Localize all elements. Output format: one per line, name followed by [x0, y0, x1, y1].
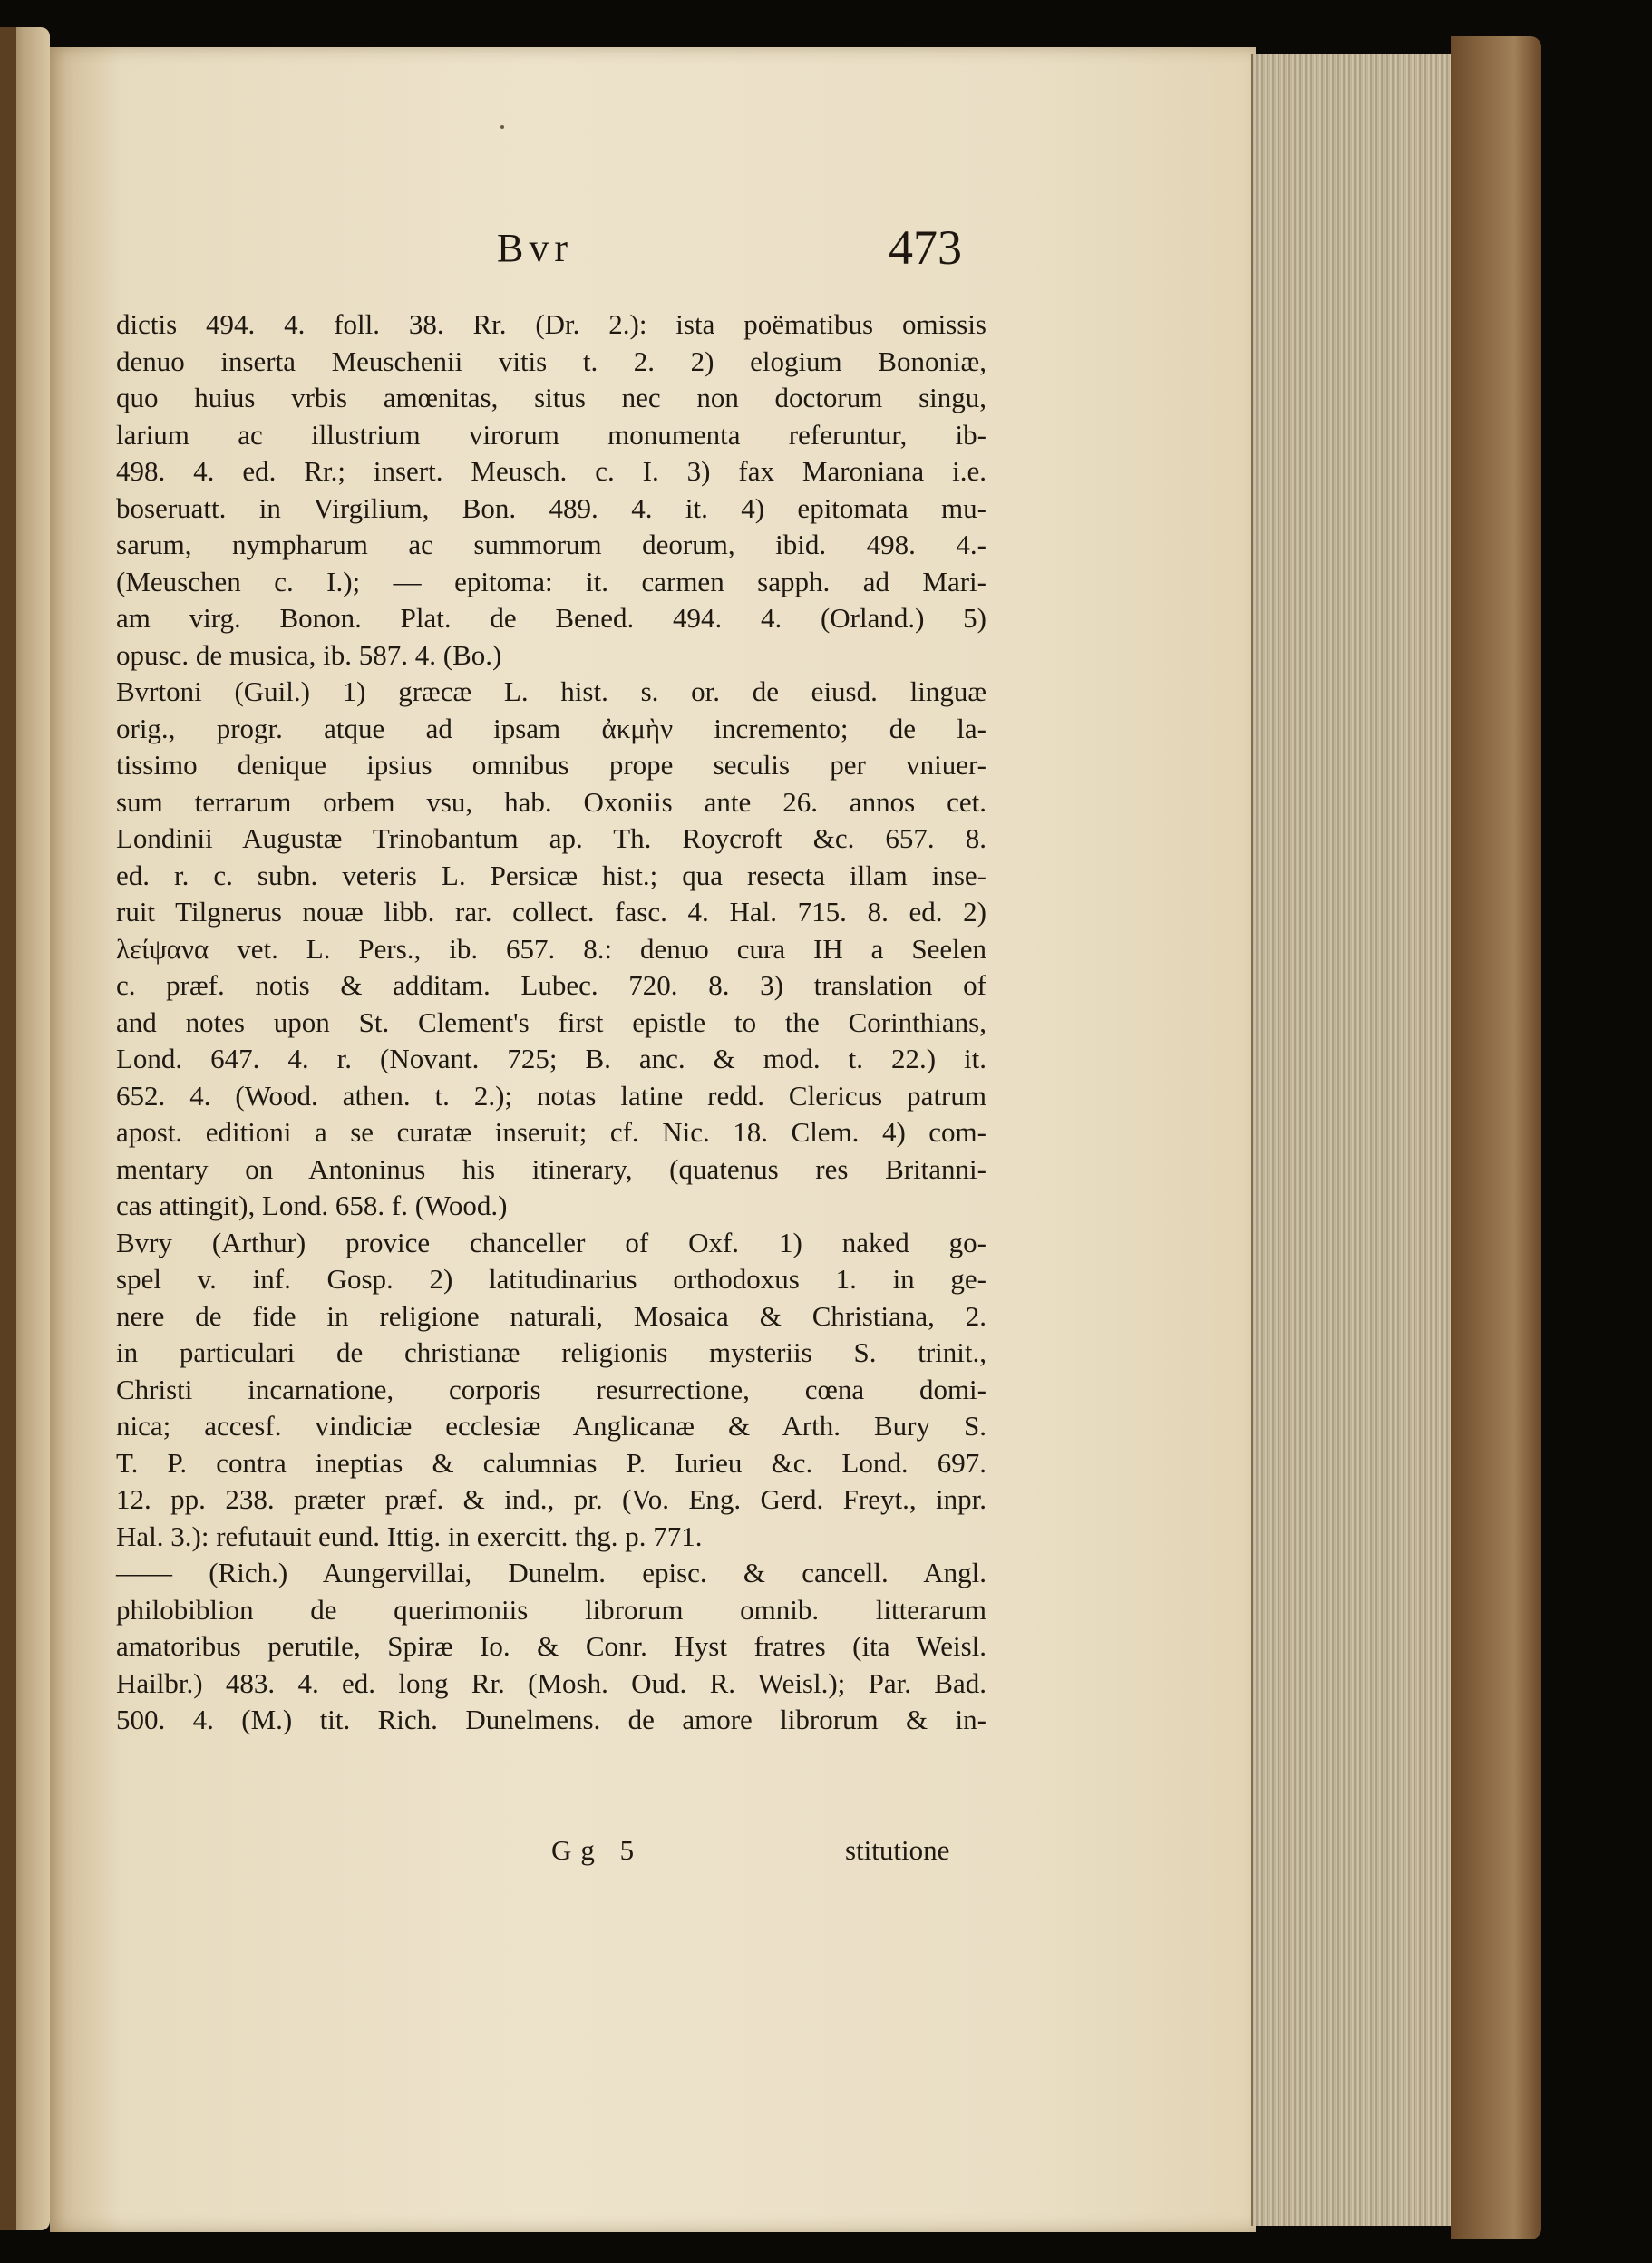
- text-line: opusc. de musica, ib. 587. 4. (Bo.): [116, 638, 502, 671]
- text-line: larium ac illustrium virorum monumenta referuntur, ib-: [116, 418, 986, 451]
- text-line: Lond. 647. 4. r. (Novant. 725; B. anc. & mod. t. 22.) it.: [116, 1043, 986, 1074]
- text-line: dictis 494. 4. foll. 38. Rr. (Dr. 2.): ista poëmatibus omissis: [116, 308, 986, 340]
- text-line: quo huius vrbis amœnitas, situs nec non doctorum singu,: [116, 382, 986, 413]
- text-line: nica; accesf. vindiciæ ecclesiæ Anglicanæ & Arth. Bury S.: [116, 1410, 986, 1442]
- text-line: denuo inserta Meuschenii vitis t. 2. 2) elogium Bononiæ,: [116, 345, 986, 377]
- text-line: and notes upon St. Clement's first epistle to the Corinthians,: [116, 1005, 986, 1038]
- text-line: philobiblion de querimoniis librorum omnib. litterarum: [116, 1593, 986, 1626]
- text-body: [116, 306, 986, 1739]
- text-line: in particulari de christianæ religionis mysteriis S. trinit.,: [116, 1336, 986, 1368]
- text-line: (Meuschen c. I.); — epitoma: it. carmen sapph. ad Mari-: [116, 565, 986, 597]
- page-number: 473: [889, 220, 962, 275]
- page-fore-edge: [1251, 54, 1457, 2226]
- text-line: mentary on Antoninus his itinerary, (quatenus res Britanni-: [116, 1152, 986, 1185]
- text-line: nere de fide in religione naturali, Mosaica & Christiana, 2.: [116, 1299, 986, 1332]
- text-line: 498. 4. ed. Rr.; insert. Meusch. c. I. 3) fax Maroniana i.e.: [116, 455, 986, 487]
- text-line: sarum, nympharum ac summorum deorum, ibid. 498. 4.-: [116, 529, 986, 560]
- text-line: orig., progr. atque ad ipsam ἀκμὴν incremento; de la-: [116, 712, 986, 744]
- text-line: 500. 4. (M.) tit. Rich. Dunelmens. de amore librorum & in-: [116, 1704, 986, 1735]
- text-line: boseruatt. in Virgilium, Bon. 489. 4. it. 4) epitomata mu-: [116, 491, 986, 524]
- text-line: c. præf. notis & additam. Lubec. 720. 8. 3) translation of: [116, 969, 986, 1001]
- entry-burtoni: Bvrtoni (Guil.) 1) græcæ L. hist. s. or. de eiusd. linguæ: [116, 675, 986, 707]
- text-line: λείψανα vet. L. Pers., ib. 657. 8.: denuo cura IH a Seelen: [116, 932, 986, 965]
- text-line: Londinii Augustæ Trinobantum ap. Th. Roycroft &c. 657. 8.: [116, 822, 986, 854]
- ink-speck: [500, 125, 504, 129]
- text-line: amatoribus perutile, Spiræ Io. & Conr. Hyst fratres (ita Weisl.: [116, 1630, 986, 1662]
- text-line: Christi incarnatione, corporis resurrectione, cœna domi-: [116, 1373, 986, 1405]
- entry-bury-richard: —— (Rich.) Aungervillai, Dunelm. episc. & cancell. Angl.: [116, 1557, 986, 1588]
- page-footer: [0, 1834, 1652, 1874]
- left-binding-board: [0, 27, 16, 2230]
- text-line: 652. 4. (Wood. athen. t. 2.); notas latine redd. Clericus patrum: [116, 1079, 986, 1112]
- text-line: 12. pp. 238. præter præf. & ind., pr. (Vo. Eng. Gerd. Freyt., inpr.: [116, 1483, 986, 1515]
- catchword: stitutione: [845, 1834, 950, 1866]
- running-head: [0, 220, 1652, 279]
- running-head-word: Bvr: [497, 226, 573, 270]
- text-line: spel v. inf. Gosp. 2) latitudinarius orthodoxus 1. in ge-: [116, 1263, 986, 1295]
- text-line: Hal. 3.): refutauit eund. Ittig. in exercitt. thg. p. 771.: [116, 1520, 703, 1552]
- text-line: sum terrarum orbem vsu, hab. Oxoniis ante 26. annos cet.: [116, 785, 986, 818]
- text-line: Hailbr.) 483. 4. ed. long Rr. (Mosh. Oud. R. Weisl.); Par. Bad.: [116, 1666, 986, 1699]
- text-line: am virg. Bonon. Plat. de Bened. 494. 4. (Orland.) 5): [116, 602, 986, 634]
- text-line: T. P. contra ineptias & calumnias P. Iurieu &c. Lond. 697.: [116, 1446, 986, 1479]
- signature-mark: Gg 5: [551, 1834, 644, 1866]
- right-binding-board: [1451, 36, 1541, 2239]
- text-line: ruit Tilgnerus nouæ libb. rar. collect. fasc. 4. Hal. 715. 8. ed. 2): [116, 896, 986, 928]
- text-line: ed. r. c. subn. veteris L. Persicæ hist.; qua resecta illam inse-: [116, 859, 986, 891]
- text-line: cas attingit), Lond. 658. f. (Wood.): [116, 1190, 508, 1221]
- text-line: apost. editioni a se curatæ inseruit; cf. Nic. 18. Clem. 4) com-: [116, 1116, 986, 1148]
- entry-bury-arthur: Bvry (Arthur) provice chanceller of Oxf. 1) naked go-: [116, 1226, 986, 1258]
- text-line: tissimo denique ipsius omnibus prope seculis per vniuer-: [116, 749, 986, 781]
